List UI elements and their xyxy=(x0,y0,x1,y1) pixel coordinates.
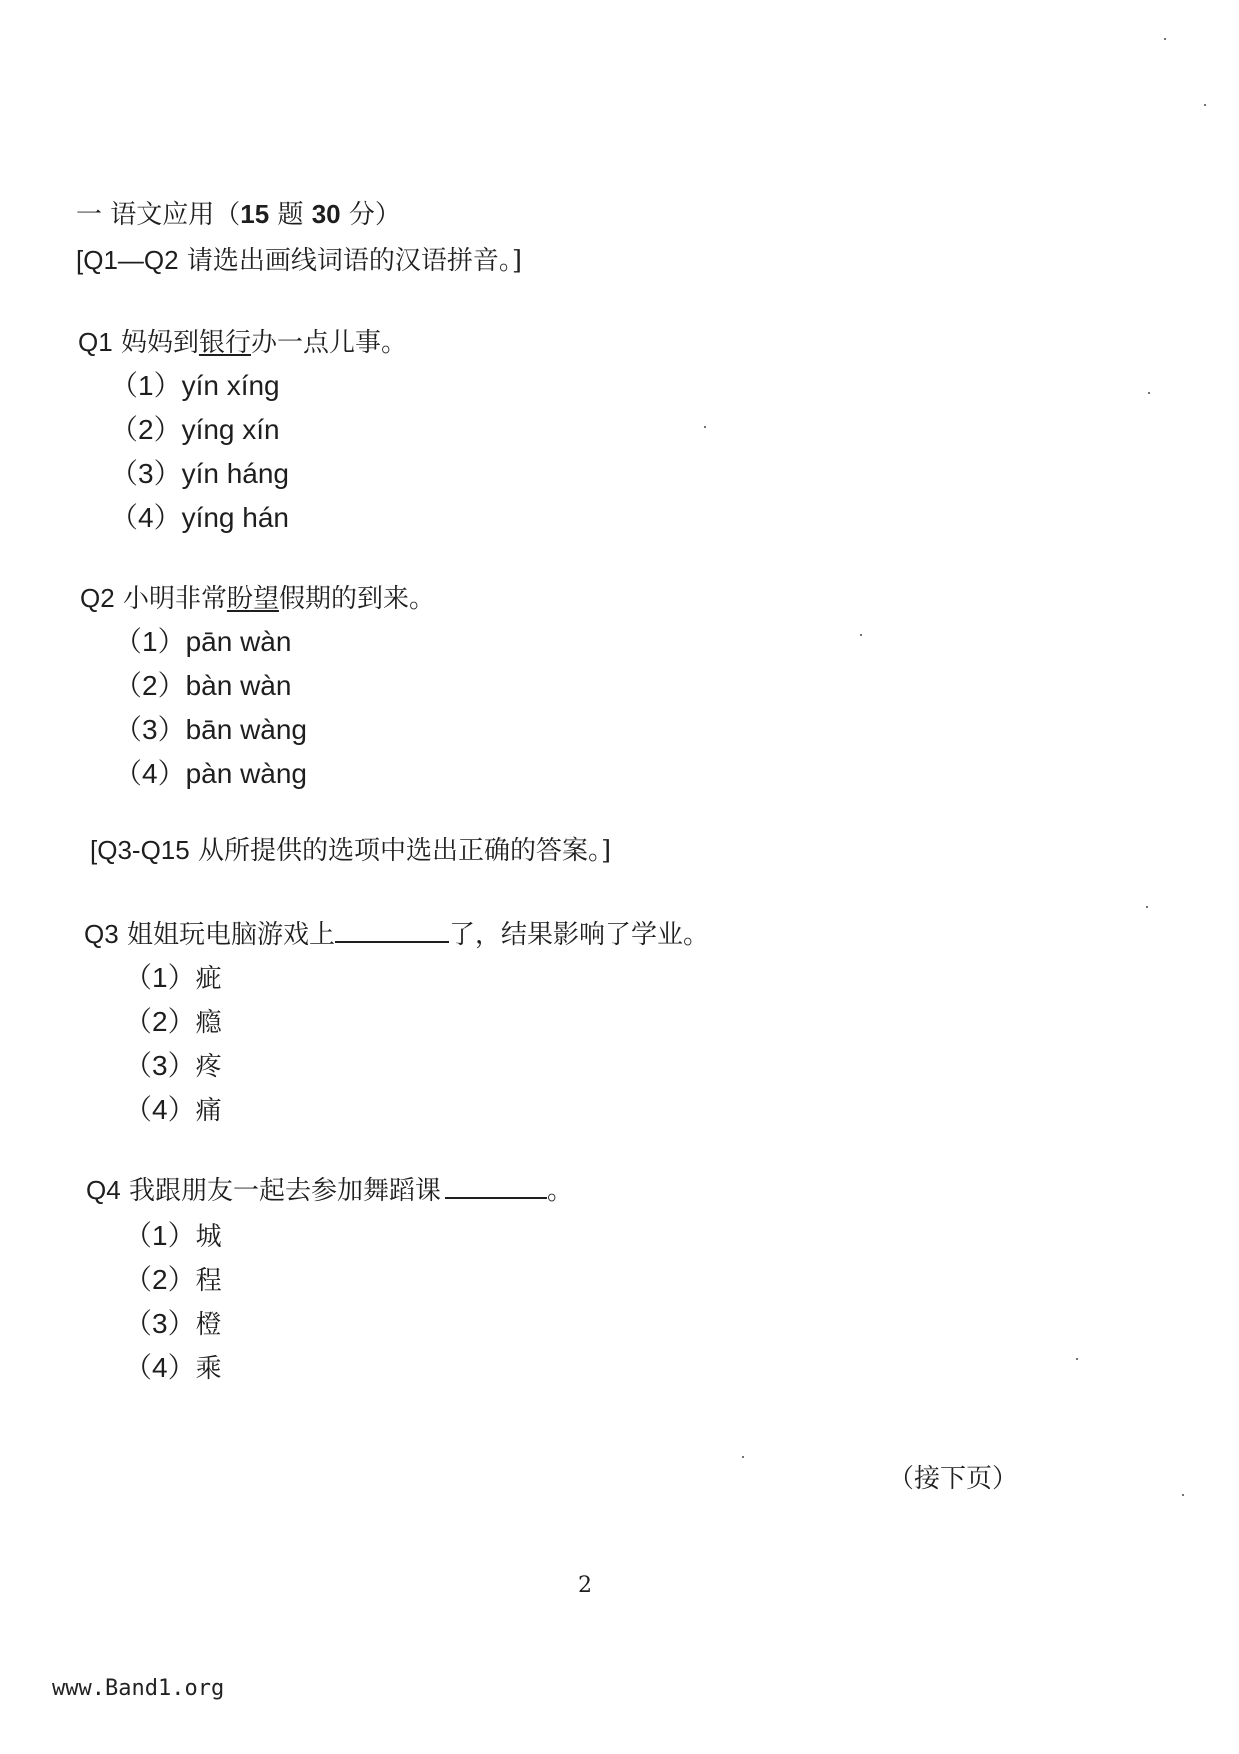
q2-option-4[interactable]: （4）pàn wàng xyxy=(114,758,308,789)
scan-speck xyxy=(742,1456,744,1458)
scan-speck xyxy=(1076,1358,1078,1360)
q3-option-1[interactable]: （1）疵 xyxy=(124,962,222,994)
answer-blank[interactable] xyxy=(335,919,449,943)
q1-option-2[interactable]: （2）yíng xín xyxy=(110,414,280,445)
q3-option-2[interactable]: （2）瘾 xyxy=(124,1006,222,1038)
q1-option-4[interactable]: （4）yíng hán xyxy=(110,502,289,533)
scan-speck xyxy=(1148,392,1150,394)
scan-speck xyxy=(1146,906,1148,908)
scan-speck xyxy=(1164,38,1166,40)
question-q4: Q4 我跟朋友一起去参加舞蹈课 。 xyxy=(86,1175,573,1206)
question-q2: Q2 小明非常盼望假期的到来。 xyxy=(80,583,435,614)
answer-blank[interactable] xyxy=(445,1175,547,1199)
page-number: 2 xyxy=(578,1573,592,1598)
q4-option-2[interactable]: （2）程 xyxy=(124,1264,222,1296)
question-q1: Q1 妈妈到银行办一点儿事。 xyxy=(78,327,407,358)
underlined-word: 盼望 xyxy=(226,584,279,614)
continued-note: （接下页） xyxy=(888,1464,1019,1494)
q1-option-3[interactable]: （3）yín háng xyxy=(110,458,289,489)
scan-speck xyxy=(704,426,706,428)
section-heading: 一 语文应用（15 题 30 分） xyxy=(76,199,401,230)
instruction-q1-q2: [Q1—Q2 请选出画线词语的汉语拼音。] xyxy=(76,245,523,276)
q2-option-3[interactable]: （3）bān wàng xyxy=(114,714,308,745)
q3-option-4[interactable]: （4）痛 xyxy=(124,1094,222,1126)
scan-speck xyxy=(1204,104,1206,106)
q4-option-4[interactable]: （4）乘 xyxy=(124,1352,222,1384)
question-q3: Q3 姐姐玩电脑游戏上 了，结果影响了学业。 xyxy=(84,919,709,950)
q4-option-3[interactable]: （3）橙 xyxy=(124,1308,222,1340)
underlined-word: 银行 xyxy=(198,328,251,358)
footer-url: www.Band1.org xyxy=(52,1676,225,1701)
scan-speck xyxy=(1182,1494,1184,1496)
q2-option-1[interactable]: （1）pān wàn xyxy=(114,626,292,657)
instruction-q3-q15: [Q3-Q15 从所提供的选项中选出正确的答案。] xyxy=(90,835,612,866)
q1-option-1[interactable]: （1）yín xíng xyxy=(110,370,280,401)
q2-option-2[interactable]: （2）bàn wàn xyxy=(114,670,292,701)
q4-option-1[interactable]: （1）城 xyxy=(124,1220,222,1252)
scan-speck xyxy=(860,634,862,636)
q3-option-3[interactable]: （3）疼 xyxy=(124,1050,222,1082)
